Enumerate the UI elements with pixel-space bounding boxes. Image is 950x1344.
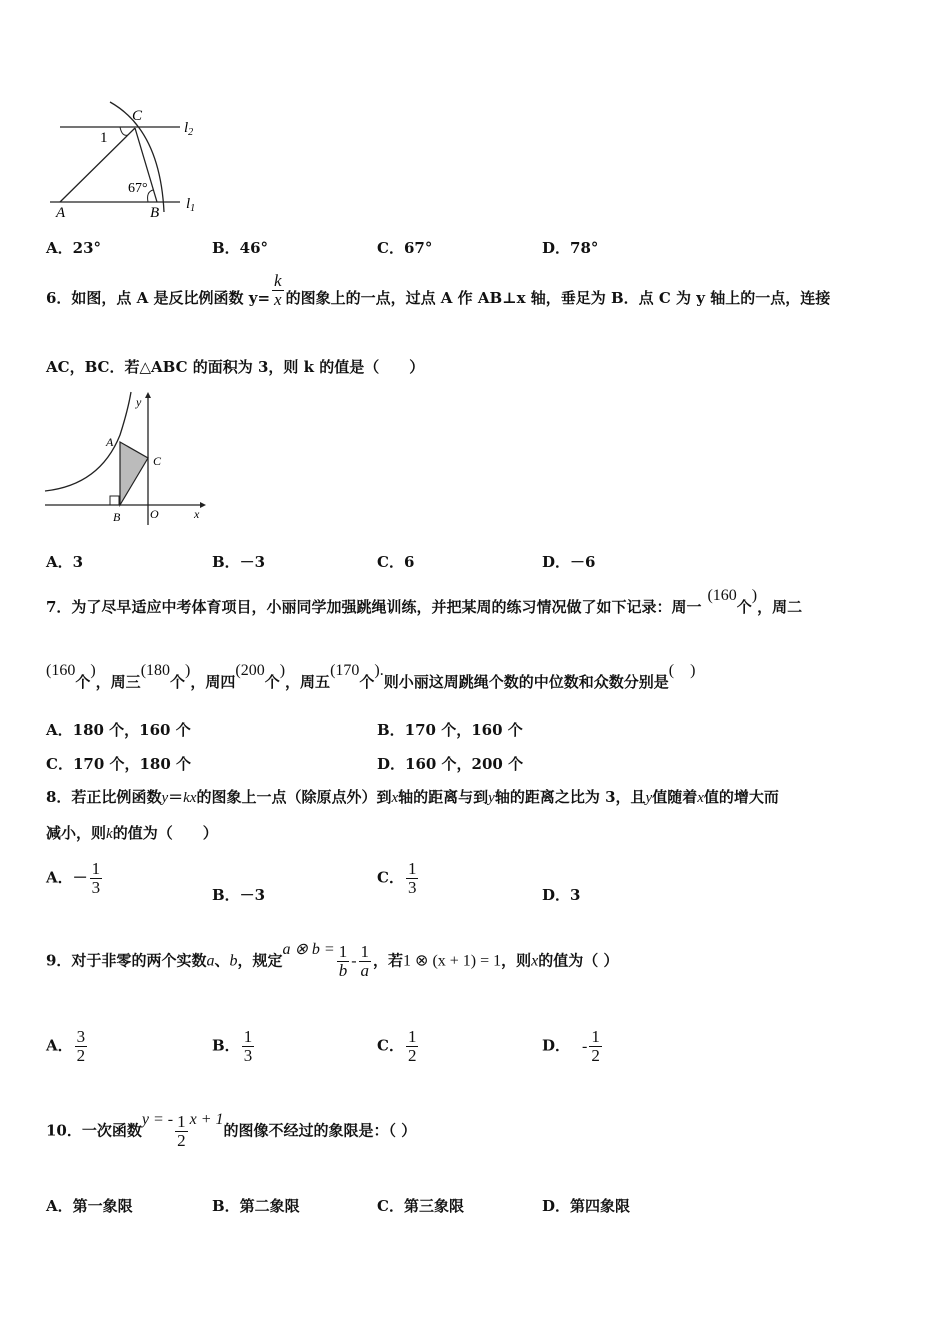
triangle-abc	[120, 442, 148, 505]
label-y: y	[136, 395, 142, 409]
q5-figure	[40, 100, 210, 220]
q9-option-a[interactable]: A． $\frac{3}{2}$	[46, 1027, 86, 1065]
q7-option-c[interactable]: C．170 个，180 个	[46, 755, 192, 773]
segment-ac	[60, 128, 135, 202]
q10-option-b[interactable]: B．第二象限	[212, 1197, 300, 1215]
q5-option-a[interactable]: A．23°	[46, 239, 102, 257]
q8-question-line1: 8．若正比例函数y＝kx的图象上一点（除原点外）到x轴的距离与到y轴的距离之比为 3，且y值随着x值的增大而	[46, 788, 779, 806]
q6-question-line1: 6．如图，点 A 是反比例函数 y= $\frac{k}{x}$ 的图象上的一点，过点 A 作 AB⊥x 轴，垂足为 B．点 C 为 y 轴上的一点，连接	[46, 271, 831, 309]
q6-question-line2: AC，BC．若△ABC 的面积为 3，则 k 的值是（ ）	[46, 358, 425, 376]
label-a: A	[56, 205, 66, 220]
q7-option-b[interactable]: B．170 个，160 个	[377, 721, 523, 739]
q10-question: 10．一次函数y = - $\frac{1}{2}$ x + 1的图像不经过的象限是：（ ）	[46, 1110, 417, 1150]
hyperbola	[45, 392, 131, 491]
angle1-arc	[120, 127, 128, 135]
label-b: B	[113, 510, 121, 524]
label-67: 67°	[128, 181, 148, 196]
q7-option-a[interactable]: A．180 个，160 个	[46, 721, 191, 739]
q8-option-b[interactable]: B．－3	[212, 886, 266, 904]
q6-option-b[interactable]: B．－3	[212, 553, 266, 571]
label-l2: $l_2$	[184, 120, 194, 138]
q8-question-line2: 减小，则k的值为（ ）	[46, 824, 218, 842]
q7-option-d[interactable]: D．160 个，200 个	[377, 755, 524, 773]
label-l1: $l_1$	[186, 196, 196, 214]
q10-option-a[interactable]: A．第一象限	[46, 1197, 133, 1215]
label-c: C	[132, 108, 143, 124]
q5-option-d[interactable]: D．78°	[542, 239, 599, 257]
q6-option-d[interactable]: D．－6	[542, 553, 596, 571]
label-c: C	[153, 454, 162, 468]
angle67-arc	[148, 190, 153, 202]
q9-option-b[interactable]: B． $\frac{1}{3}$	[212, 1027, 253, 1065]
q9-option-c[interactable]: C． $\frac{1}{2}$	[377, 1027, 417, 1065]
q10-option-d[interactable]: D．第四象限	[542, 1197, 631, 1215]
right-angle-mark	[110, 496, 119, 505]
q7-question-line1: 7．为了尽早适应中考体育项目，小丽同学加强跳绳训练，并把某周的练习情况做了如下记录：周一(160个)，周二	[46, 587, 803, 616]
label-b: B	[150, 205, 160, 220]
label-o: O	[150, 507, 159, 521]
q6-option-c[interactable]: C．6	[377, 553, 415, 571]
q8-option-c[interactable]: C． $\frac{1}{3}$	[377, 859, 417, 897]
q6-option-a[interactable]: A．3	[46, 553, 84, 571]
label-a: A	[106, 435, 114, 449]
q8-option-a[interactable]: A．－ $\frac{1}{3}$	[46, 859, 101, 897]
q6-figure	[40, 390, 210, 530]
label-x: x	[194, 507, 200, 521]
q5-option-b[interactable]: B．46°	[212, 239, 269, 257]
q9-question: 9．对于非零的两个实数a、b，规定a ⊗ b = $\frac{1}{b}$ - $\frac{1}{a}$ ，若1 ⊗ (x + 1) = 1，则x的值为（ ）	[46, 940, 619, 980]
q8-option-d[interactable]: D．3	[542, 886, 581, 904]
q9-option-d[interactable]: D． - $\frac{1}{2}$	[542, 1027, 600, 1065]
q10-option-c[interactable]: C．第三象限	[377, 1197, 464, 1215]
label-1: 1	[100, 130, 108, 146]
q7-question-line2: (160个)，周三(180个)，周四(200个)，周五(170个).则小丽这周跳绳个数的中位数和众数分别是( )	[46, 662, 696, 691]
q5-option-c[interactable]: C．67°	[377, 239, 433, 257]
